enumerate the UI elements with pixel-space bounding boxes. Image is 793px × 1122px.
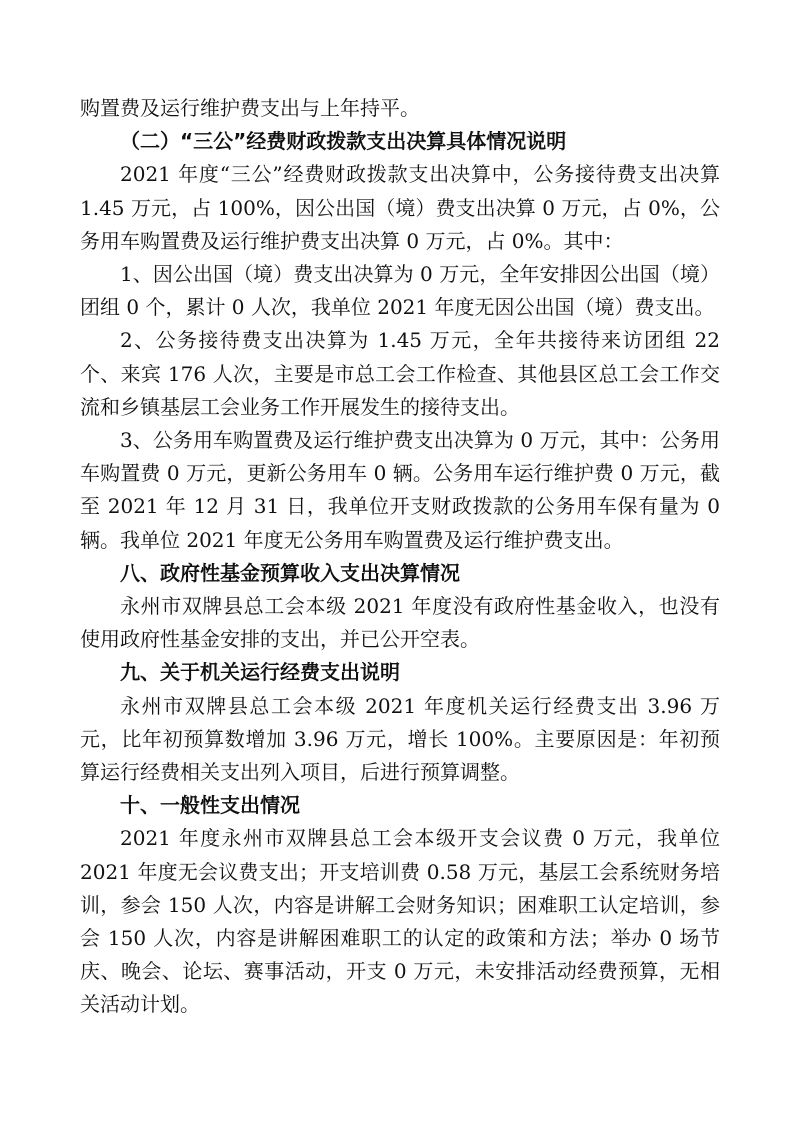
paragraph-overseas-travel: 1、因公出国（境）费支出决算为 0 万元，全年安排因公出国（境）团组 0 个，累计 0 人次，我单位 2021 年度无因公出国（境）费支出。	[80, 262, 720, 320]
paragraph-reception: 2、公务接待费支出决算为 1.45 万元，全年共接待来访团组 22 个、来宾 176 人次，主要是市总工会工作检查、其他县区总工会工作交流和乡镇基层工会业务工作开展发生的接待支出。	[80, 328, 720, 419]
paragraph-continuation: 购置费及运行维护费支出与上年持平。	[80, 96, 420, 120]
section-heading-sangong: （二）“三公”经费财政拨款支出决算具体情况说明	[120, 129, 567, 154]
paragraph-general-expenses: 2021 年度永州市双牌县总工会本级开支会议费 0 万元，我单位 2021 年度无会议费支出；开支培训费 0.58 万元，基层工会系统财务培训，参会 150 人次，内容是讲解工会财务知识；困难职工认定培训，参会 150 人次，内容是讲解困难职工的认定的政策和方法；举办 0 场节庆、晚会、论坛、赛事活动，开支 0 万元，未安排活动经费预算，无相关活动计划。	[80, 826, 720, 1017]
section-heading-10: 十、一般性支出情况	[120, 793, 300, 818]
paragraph-sangong-summary: 2021 年度“三公”经费财政拨款支出决算中，公务接待费支出决算 1.45 万元，占 100%，因公出国（境）费支出决算 0 万元，占 0%，公务用车购置费及运行维护费支出决算 0 万元，占 0%。其中：	[80, 162, 720, 253]
section-heading-8: 八、政府性基金预算收入支出决算情况	[120, 560, 460, 585]
paragraph-operating-expenses: 永州市双牌县总工会本级 2021 年度机关运行经费支出 3.96 万元，比年初预算数增加 3.96 万元，增长 100%。主要原因是：年初预算运行经费相关支出列入项目，后进行预算调整。	[80, 693, 720, 785]
section-heading-9: 九、关于机关运行经费支出说明	[120, 660, 400, 685]
document-body	[80, 92, 720, 1022]
paragraph-government-fund: 永州市双牌县总工会本级 2021 年度没有政府性基金收入，也没有使用政府性基金安排的支出，并已公开空表。	[80, 594, 720, 652]
paragraph-official-vehicles: 3、公务用车购置费及运行维护费支出决算为 0 万元，其中：公务用车购置费 0 万元，更新公务用车 0 辆。公务用车运行维护费 0 万元，截至 2021 年 12 月 31 日，我单位开支财政拨款的公务用车保有量为 0 辆。我单位 2021 年度无公务用车购置费及运行维护费支出。	[80, 428, 720, 552]
